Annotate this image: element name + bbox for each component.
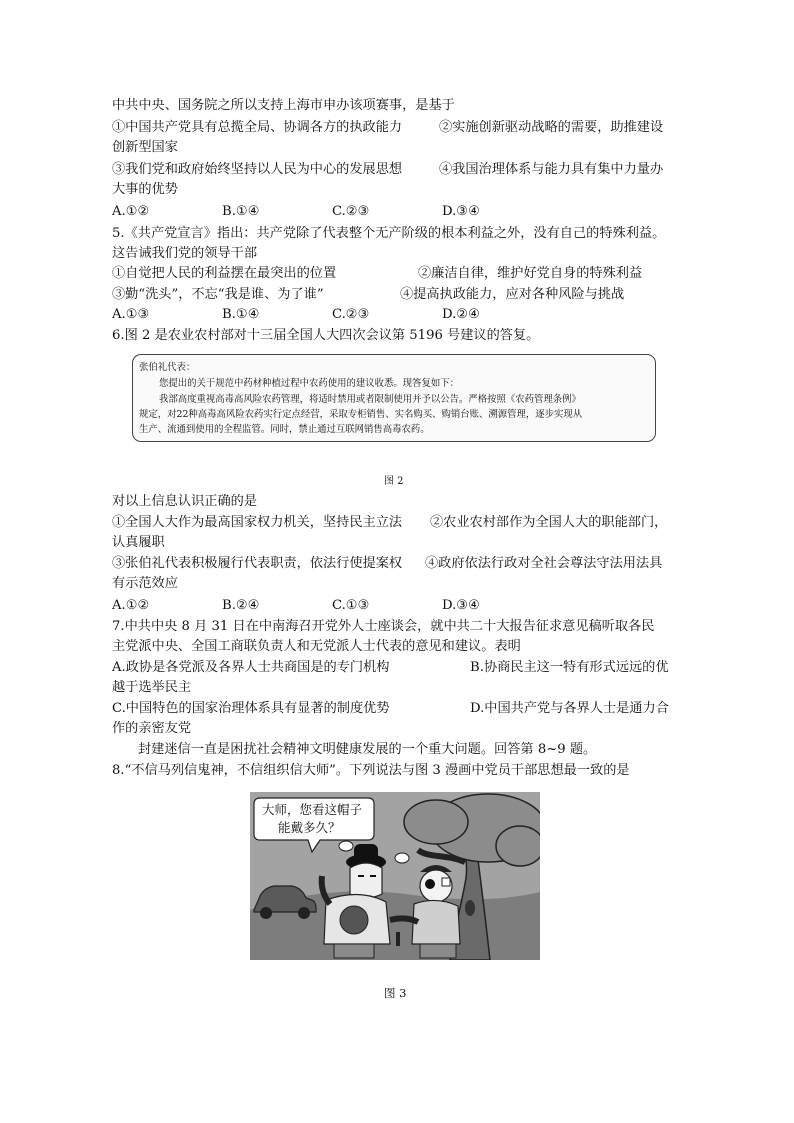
q7-stem-cont: 主党派中央、全国工商联负责人和无党派人士代表的意见和建议。表明 — [112, 639, 521, 654]
q5-choice-a: A.①③ — [112, 307, 150, 322]
q5-option-2: ②廉洁自律，维护好党自身的特殊利益 — [418, 266, 643, 281]
q6-question: 对以上信息认识正确的是 — [112, 494, 258, 509]
q4-choices — [112, 202, 684, 222]
q5-option-4: ④提高执政能力，应对各种风险与挑战 — [400, 287, 625, 302]
q5-choice-d: D.②④ — [442, 307, 480, 322]
reply-letter-box — [132, 354, 656, 442]
q4-stem: 中共中央、国务院之所以支持上海市申办该项赛事，是基于 — [112, 98, 455, 113]
figure-3-cartoon — [250, 792, 540, 960]
q4-option-2-cont: 创新型国家 — [112, 140, 178, 155]
figure-3-caption: 图 3 — [384, 986, 407, 1000]
q5-option-3: ③勤“洗头”，不忘“我是谁、为了谁” — [112, 287, 324, 302]
q5-option-1: ①自觉把人民的利益摆在最突出的位置 — [112, 266, 337, 281]
q6-choice-d: D.③④ — [442, 598, 480, 613]
q7-option-b: B.协商民主这一特有形式远远的优 — [470, 660, 669, 675]
q4-choice-a: A.①② — [112, 204, 150, 219]
q6-option-2: ②农业农村部作为全国人大的职能部门， — [430, 515, 668, 530]
q4-option-4: ④我国治理体系与能力具有集中力量办 — [439, 162, 664, 177]
q4-choice-c: C.②③ — [332, 204, 370, 219]
q6-option-4: ④政府依法行政对全社会尊法守法用法具 — [425, 556, 663, 571]
reply-salutation: 张伯礼代表： — [139, 362, 196, 373]
q6-option-3: ③张伯礼代表积极履行代表职责，依法行使提案权 — [112, 556, 403, 571]
q6-option-2-cont: 认真履职 — [112, 535, 165, 550]
figure-2-caption: 图 2 — [384, 476, 404, 487]
q6-choice-b: B.②④ — [222, 598, 260, 613]
q4-option-3: ③我们党和政府始终坚持以人民为中心的发展思想 — [112, 162, 403, 177]
q6-stem: 6.图 2 是农业农村部对十三届全国人大四次会议第 5196 号建议的答复。 — [112, 328, 540, 343]
q4-choice-d: D.③④ — [442, 204, 480, 219]
q7-option-d: D.中国共产党与各界人士是通力合 — [470, 701, 669, 716]
q4-option-1: ①中国共产党具有总揽全局、协调各方的执政能力 — [112, 120, 403, 135]
q5-stem-cont: 这告诫我们党的领导干部 — [112, 246, 258, 261]
q7-option-d-cont: 作的亲密友党 — [112, 721, 192, 736]
q6-option-4-cont: 有示范效应 — [112, 576, 178, 591]
reply-line-4: 生产、流通到使用的全程监管。同时，禁止通过互联网销售高毒农药。 — [139, 424, 430, 435]
q6-choice-a: A.①② — [112, 598, 150, 613]
q5-choice-c: C.②③ — [332, 307, 370, 322]
q8-9-intro: 封建迷信一直是困扰社会精神文明健康发展的一个重大问题。回答第 8~9 题。 — [138, 742, 597, 757]
q6-choices — [112, 596, 684, 616]
q7-option-a: A.政协是各党派及各界人士共商国是的专门机构 — [112, 660, 390, 675]
q6-choice-c: C.①③ — [332, 598, 370, 613]
q8-stem: 8.“不信马列信鬼神，不信组织信大师”。下列说法与图 3 漫画中党员干部思想最一致的是 — [112, 763, 630, 778]
q5-stem: 5.《共产党宣言》指出：共产党除了代表整个无产阶级的根本利益之外，没有自己的特殊利益。 — [112, 226, 666, 241]
q6-option-1: ①全国人大作为最高国家权力机关，坚持民主立法 — [112, 515, 403, 530]
q4-choice-b: B.①④ — [222, 204, 260, 219]
q7-stem: 7.中共中央 8 月 31 日在中南海召开党外人士座谈会，就中共二十大报告征求意见稿听取各民 — [112, 619, 655, 634]
q5-choices — [112, 305, 684, 325]
reply-line-3: 规定，对22种高毒高风险农药实行定点经营，采取专柜销售、实名购买、购销台账、溯源管理，逐步实现从 — [139, 409, 583, 420]
q7-option-c: C.中国特色的国家治理体系具有显著的制度优势 — [112, 701, 390, 716]
q5-choice-b: B.①④ — [222, 307, 260, 322]
q4-option-2: ②实施创新驱动战略的需要，助推建设 — [439, 120, 664, 135]
reply-line-1: 您提出的关于规范中药材种植过程中农药使用的建议收悉。现答复如下： — [159, 378, 460, 389]
q7-option-b-cont: 越于选举民主 — [112, 680, 192, 695]
q4-option-4-cont: 大事的优势 — [112, 182, 178, 197]
bubble-line-1: 大师，您看这帽子 — [262, 802, 363, 817]
bubble-line-2: 能戴多久？ — [278, 820, 341, 835]
reply-line-2: 我部高度重视高毒高风险农药管理，将适时禁用或者限制使用并予以公告。严格按照《农药管理条例》 — [159, 394, 581, 405]
